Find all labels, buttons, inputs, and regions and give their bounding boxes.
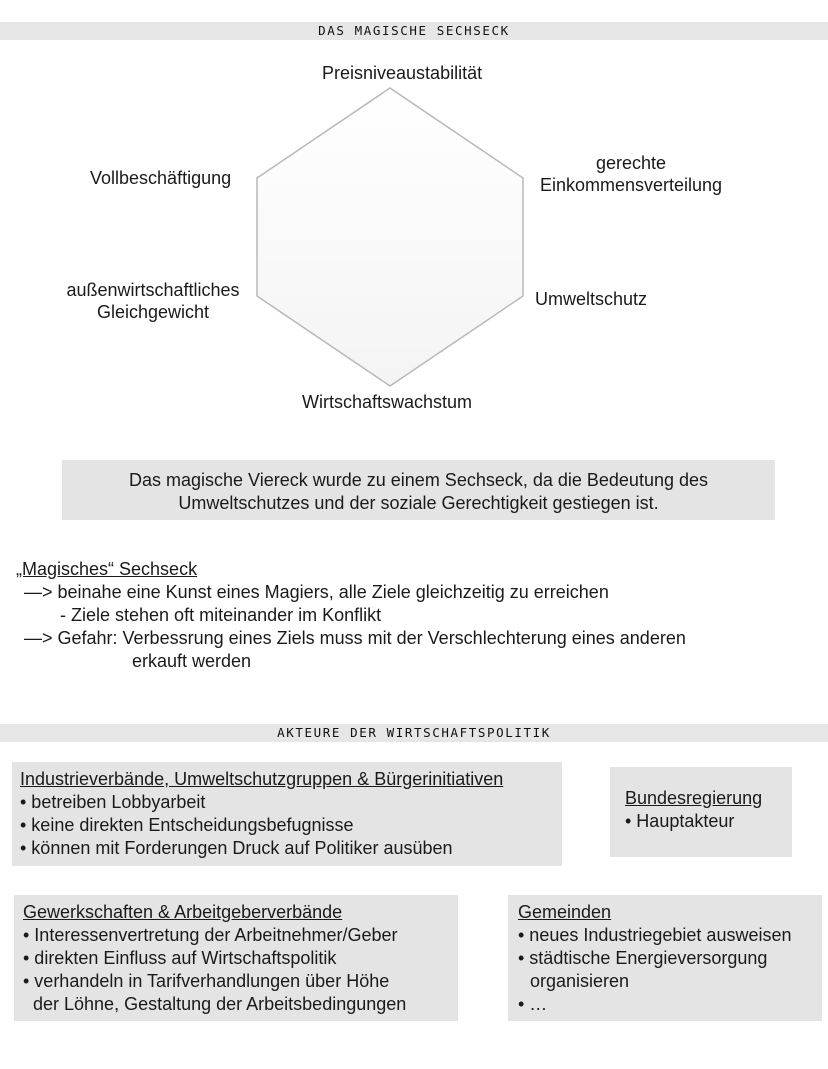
hexagon-label-upper-right — [520, 152, 742, 196]
actor-groups-item: • betreiben Lobbyarbeit — [20, 792, 206, 812]
actor-unions-item: • direkten Einfluss auf Wirtschaftspolitik — [23, 948, 337, 968]
hexagon-label-bottom: Wirtschaftswachstum — [302, 392, 473, 412]
section-header-sechseck: DAS MAGISCHE SECHSECK — [0, 22, 828, 40]
section-header-akteure: AKTEURE DER WIRTSCHAFTSPOLITIK — [0, 724, 828, 742]
actor-unions-item: • verhandeln in Tarifverhandlungen über Höhe — [23, 971, 390, 991]
actor-groups-item: • können mit Forderungen Druck auf Politiker ausüben — [20, 838, 453, 858]
explanation-line-3: —> Gefahr: Verbessrung eines Ziels muss mit der Verschlechterung eines anderen — [24, 628, 686, 648]
explanation-line-2: - Ziele stehen oft miteinander im Konflikt — [60, 605, 382, 625]
hexagon-label-lower-left-line1: außenwirtschaftliches — [66, 280, 240, 300]
hexagon-label-upper-right-line2: Einkommensverteilung — [539, 175, 723, 195]
actor-unions-title: Gewerkschaften & Arbeitgeberverbände — [23, 902, 343, 922]
actor-box-municipalities — [508, 895, 822, 1021]
note-line-1: Das magische Viereck wurde zu einem Sechseck, da die Bedeutung des — [129, 470, 708, 490]
actor-government-item: • Hauptakteur — [625, 811, 735, 831]
actor-municipalities-item: • neues Industriegebiet ausweisen — [518, 925, 792, 945]
hexagon-label-top: Preisniveaustabilität — [322, 63, 483, 83]
actor-box-government — [610, 767, 792, 857]
explanation-line-1: —> beinahe eine Kunst eines Magiers, alle Ziele gleichzeitig zu erreichen — [24, 582, 609, 602]
hexagon-label-lower-left-line2: Gleichgewicht — [96, 302, 210, 322]
actor-municipalities-title: Gemeinden — [518, 902, 612, 922]
actor-municipalities-item: • städtische Energieversorgung — [518, 948, 768, 968]
hexagon-label-upper-left: Vollbeschäftigung — [90, 168, 232, 188]
actor-municipalities-item: organisieren — [530, 971, 630, 991]
actor-unions-item: der Löhne, Gestaltung der Arbeitsbedingungen — [33, 994, 407, 1014]
explanation-line-4: erkauft werden — [132, 651, 252, 671]
actor-municipalities-item: • … — [518, 994, 548, 1014]
note-line-2: Umweltschutzes und der soziale Gerechtigkeit gestiegen ist. — [178, 493, 659, 513]
actor-box-unions — [14, 895, 458, 1021]
explanation-title: „Magisches“ Sechseck — [16, 559, 198, 579]
actor-unions-item: • Interessenvertretung der Arbeitnehmer/Geber — [23, 925, 398, 945]
hexagon-shape — [257, 88, 523, 386]
actor-groups-item: • keine direkten Entscheidungsbefugnisse — [20, 815, 354, 835]
hexagon-label-upper-right-line1: gerechte — [595, 153, 667, 173]
hexagon-label-lower-right: Umweltschutz — [535, 289, 648, 309]
actor-box-groups — [12, 762, 562, 866]
actor-government-title: Bundesregierung — [625, 788, 763, 808]
actor-groups-title: Industrieverbände, Umweltschutzgruppen & Bürgerinitiativen — [20, 769, 504, 789]
note-box — [62, 460, 775, 520]
hexagon-label-lower-left — [50, 279, 256, 323]
